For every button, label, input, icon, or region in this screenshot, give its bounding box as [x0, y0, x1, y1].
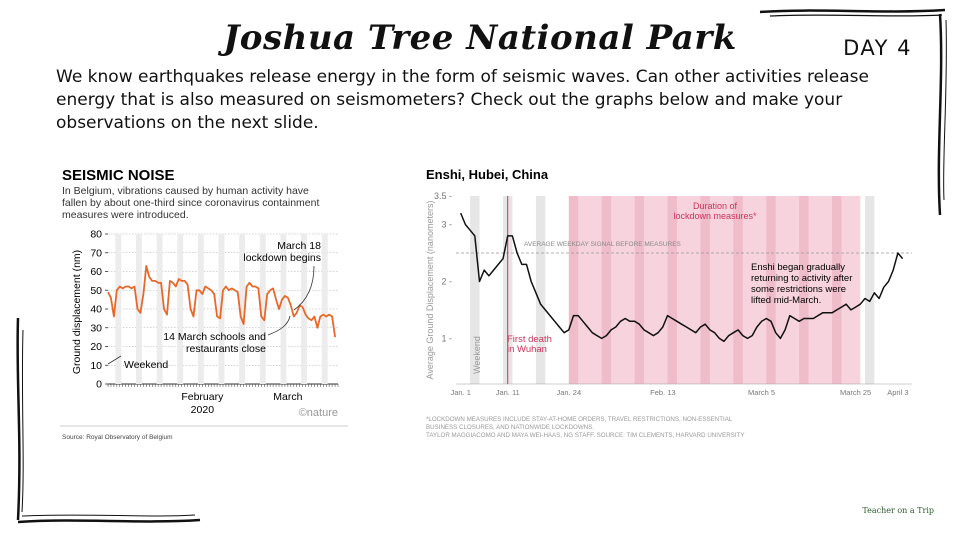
- chart-subtitle-line: fallen by about one-third since coronavirus containment: [62, 197, 320, 209]
- x-tick-label: March 5: [748, 388, 776, 397]
- x-tick-label: Jan. 11: [495, 388, 520, 397]
- annotation-line: restaurants close: [186, 343, 266, 355]
- y-tick-label: 2 -: [441, 276, 452, 287]
- weekend-band: [569, 196, 578, 384]
- x-tick-label: March 25: [839, 388, 872, 397]
- y-tick-label: 20: [90, 341, 102, 353]
- lockdown-label: lockdown measures*: [673, 211, 757, 221]
- brand-logo: Teacher on a Trip: [862, 506, 934, 515]
- weekend-band: [322, 234, 328, 384]
- weekend-band: [602, 196, 611, 384]
- weekend-band: [700, 196, 709, 384]
- annotation-line: lifted mid-March.: [751, 295, 822, 306]
- x-tick-label: Jan. 24: [556, 388, 582, 397]
- chart-subtitle-line: In Belgium, vibrations caused by human activity have: [62, 185, 309, 197]
- y-tick-label: 30: [90, 322, 102, 335]
- chart-title: SEISMIC NOISE: [62, 167, 175, 184]
- chart-title: Enshi, Hubei, China: [426, 167, 549, 182]
- x-tick-labels: [450, 384, 912, 397]
- y-tick-label: 1 -: [441, 333, 452, 344]
- y-tick-labels: [90, 229, 108, 391]
- footnote-line: *LOCKDOWN MEASURES INCLUDE STAY-AT-HOME ORDERS, TRAVEL RESTRICTIONS, NON-ESSENTIAL: [426, 416, 733, 423]
- y-axis-label: Ground displacement (nm): [71, 249, 83, 375]
- x-tick-label: Jan. 1: [450, 388, 471, 397]
- weekend-band: [733, 196, 742, 384]
- x-tick-label: February: [181, 391, 224, 403]
- annotation-line: Enshi began gradually: [751, 262, 846, 273]
- enshi-chart: [420, 160, 920, 450]
- weekend-label: Weekend: [472, 336, 482, 374]
- annotation-pointer: [268, 316, 290, 335]
- weekend-band: [536, 196, 545, 384]
- y-axis-label: Average Ground Displacement (nanometers): [425, 200, 435, 380]
- day-label: DAY 4: [843, 36, 912, 60]
- weekend-band: [177, 234, 183, 384]
- y-tick-label: 80: [90, 228, 102, 241]
- first-death-label: in Wuhan: [507, 344, 547, 355]
- y-tick-label: 60: [90, 266, 102, 278]
- y-tick-label: 70: [90, 247, 102, 260]
- footnote-line: TAYLOR MAGGIACOMO AND MAYA WEI-HAAS, NG STAFF. SOURCE: TIM CLEMENTS, HARVARD UNIVERSITY: [426, 432, 745, 439]
- weekend-band: [635, 196, 644, 384]
- y-tick-label: 50: [90, 284, 102, 297]
- x-tick-label: Feb. 13: [650, 388, 676, 397]
- seismic-noise-chart: [56, 160, 356, 450]
- annotation-line: March 18: [277, 240, 321, 252]
- first-death-label: First death: [507, 334, 552, 345]
- intro-text: We know earthquakes release energy in the form of seismic waves. Can other activities release energy that is also measured on seismometers? Check out the graphs below and make your observations on the next slide.: [56, 67, 869, 133]
- slide-title: Joshua Tree National Park: [223, 18, 737, 58]
- x-tick-label: March: [273, 391, 303, 403]
- x-tick-labels: [181, 391, 302, 416]
- y-tick-label: 3 -: [441, 219, 452, 230]
- chart-subtitle-line: measures were introduced.: [62, 209, 189, 221]
- annotation-line: returning to activity after: [751, 273, 853, 284]
- reference-line-label: AVERAGE WEEKDAY SIGNAL BEFORE MEASURES: [524, 241, 681, 248]
- y-tick-label: 3.5 -: [433, 191, 452, 201]
- weekend-label: Weekend: [124, 359, 169, 371]
- annotation-line: 14 March schools and: [163, 331, 266, 343]
- weekend-band: [865, 196, 874, 384]
- y-tick-label: 40: [90, 303, 102, 316]
- y-tick-label: 0: [96, 378, 102, 391]
- annotation-line: lockdown begins: [243, 252, 321, 264]
- y-tick-label: 10: [90, 359, 102, 372]
- footnote-line: BUSINESS CLOSURES, AND NATIONWIDE LOCKDOWNS.: [426, 424, 595, 431]
- annotation-line: some restrictions were: [751, 284, 847, 295]
- weekend-band: [668, 196, 677, 384]
- lockdown-label: Duration of: [692, 201, 738, 211]
- x-tick-label: April 3: [887, 388, 909, 397]
- nature-logo: ©nature: [298, 407, 338, 419]
- y-tick-labels: [434, 191, 452, 343]
- x-tick-label: 2020: [190, 404, 215, 416]
- weekend-band: [198, 234, 204, 384]
- source-note: Source: Royal Observatory of Belgium: [62, 434, 173, 441]
- weekend-band: [115, 234, 121, 384]
